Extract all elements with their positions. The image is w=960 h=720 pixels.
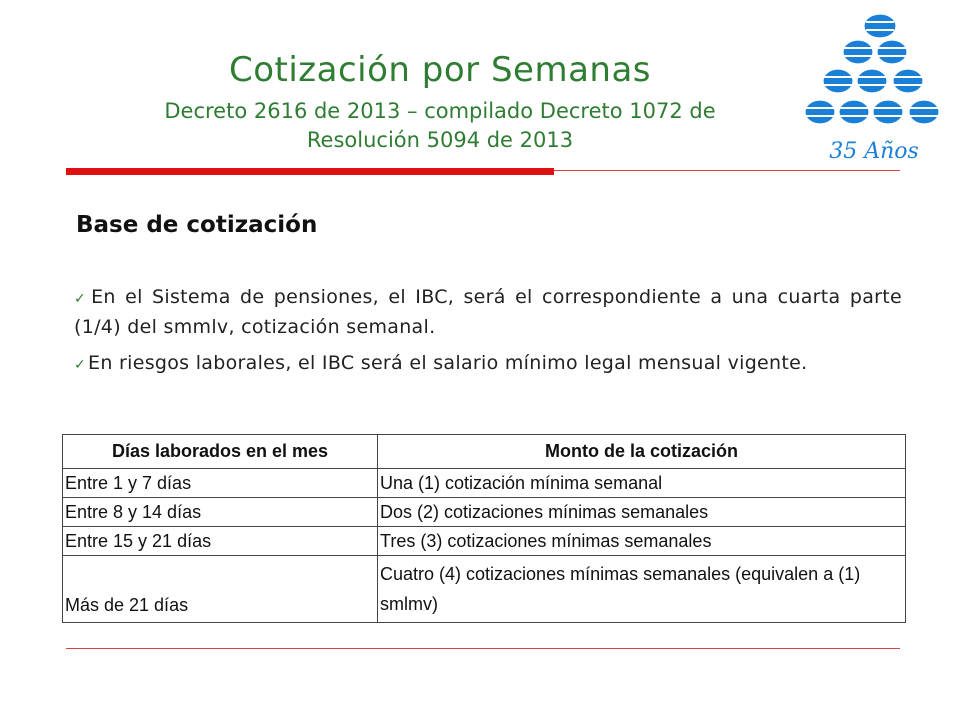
checkmark-icon: ✓ bbox=[74, 291, 90, 307]
table-row bbox=[63, 498, 906, 527]
bullet-item bbox=[74, 283, 902, 341]
contribution-table bbox=[62, 434, 906, 623]
table-header-row bbox=[63, 435, 906, 469]
cell-amount: Una (1) cotización mínima semanal bbox=[378, 469, 906, 498]
bullet-text: En riesgos laborales, el IBC será el salario mínimo legal mensual vigente. bbox=[88, 352, 808, 374]
cell-amount: Cuatro (4) cotizaciones mínimas semanales (equivalen a (1) smlmv) bbox=[378, 556, 906, 623]
cell-amount: Dos (2) cotizaciones mínimas semanales bbox=[378, 498, 906, 527]
cell-days: Entre 1 y 7 días bbox=[63, 469, 378, 498]
table-row bbox=[63, 469, 906, 498]
header-dias-laborados: Días laborados en el mes bbox=[63, 435, 378, 469]
footer-divider bbox=[66, 648, 900, 649]
header-divider-thin bbox=[554, 170, 900, 171]
header-divider-thick bbox=[66, 168, 554, 175]
subtitle-line-2: Resolución 5094 de 2013 bbox=[306, 128, 574, 152]
cell-days: Entre 8 y 14 días bbox=[63, 498, 378, 527]
table-row bbox=[63, 556, 906, 623]
bullet-text: En el Sistema de pensiones, el IBC, será el correspondiente a una cuarta parte (1/4) del smmlv, cotización semanal. bbox=[74, 286, 902, 338]
subtitle-line-1: Decreto 2616 de 2013 – compilado Decreto 1072 de bbox=[164, 99, 716, 123]
table-row bbox=[63, 527, 906, 556]
cell-days: Más de 21 días bbox=[63, 556, 378, 623]
cell-amount: Tres (3) cotizaciones mínimas semanales bbox=[378, 527, 906, 556]
bullet-list bbox=[74, 283, 902, 387]
organization-logo bbox=[800, 6, 948, 166]
header-monto-cotizacion: Monto de la cotización bbox=[378, 435, 906, 469]
logo-caption: 35 Años bbox=[829, 139, 919, 164]
slide-subtitle bbox=[60, 97, 820, 155]
slide-title: Cotización por Semanas bbox=[228, 50, 652, 90]
logo-graphic bbox=[800, 6, 948, 166]
cell-days: Entre 15 y 21 días bbox=[63, 527, 378, 556]
bullet-item bbox=[74, 349, 902, 379]
checkmark-icon: ✓ bbox=[74, 357, 87, 373]
section-heading: Base de cotización bbox=[76, 212, 318, 238]
